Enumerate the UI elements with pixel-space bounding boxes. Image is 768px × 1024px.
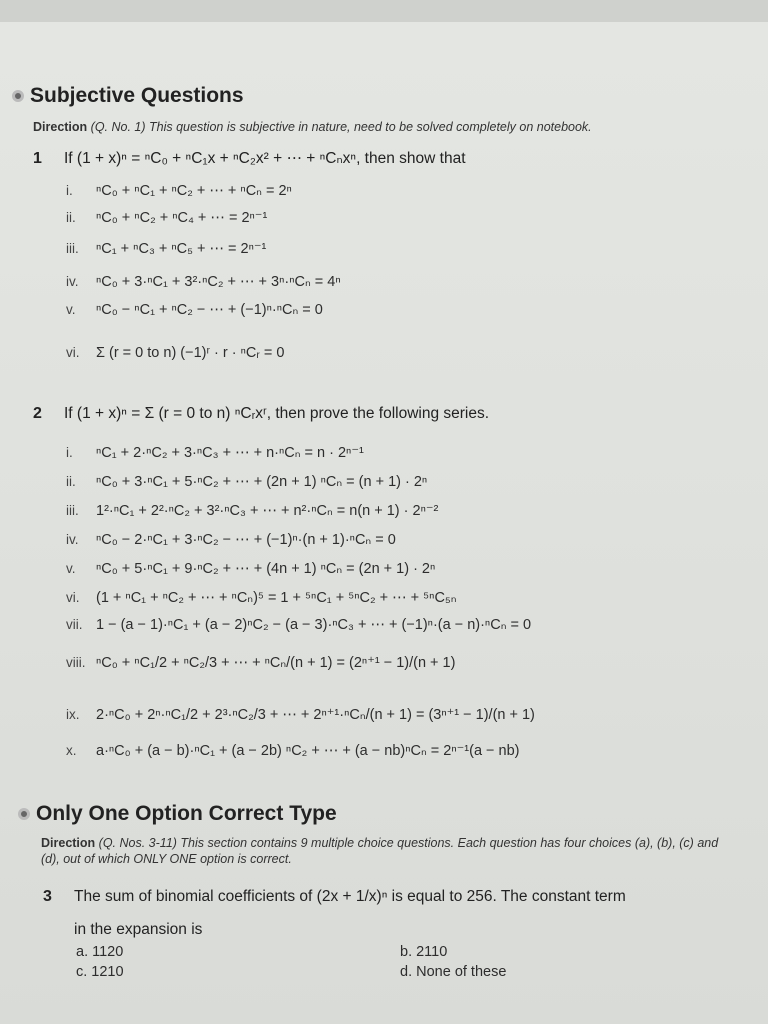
- question-number: 3: [43, 888, 52, 905]
- section-heading-single-option: [18, 802, 337, 826]
- list-item: i. ⁿC₁ + 2·ⁿC₂ + 3·ⁿC₃ + ⋯ + n·ⁿCₙ = n · 2ⁿ⁻¹: [66, 445, 364, 461]
- section-bullet-icon: [12, 90, 24, 102]
- list-item: i. ⁿC₀ + ⁿC₁ + ⁿC₂ + ⋯ + ⁿCₙ = 2ⁿ: [66, 183, 292, 199]
- option-d: d. None of these: [400, 964, 507, 980]
- option-a: a. 1120: [76, 944, 124, 960]
- option-c: c. 1210: [76, 964, 124, 980]
- direction-text: (Q. No. 1) This question is subjective in nature, need to be solved completely on notebook.: [90, 120, 592, 134]
- list-item: iii. ⁿC₁ + ⁿC₃ + ⁿC₅ + ⋯ = 2ⁿ⁻¹: [66, 241, 267, 257]
- question-stem-continuation: in the expansion is: [74, 921, 203, 938]
- list-item: ix. 2·ⁿC₀ + 2ⁿ·ⁿC₁/2 + 2³·ⁿC₂/3 + ⋯ + 2ⁿ⁺¹·ⁿCₙ/(n + 1) = (3ⁿ⁺¹ − 1)/(n + 1): [66, 707, 535, 723]
- direction-label: Direction: [33, 120, 88, 134]
- direction-text: (Q. Nos. 3-11) This section contains 9 multiple choice questions. Each question has four choices (a), (b), (c) and (d), out of which ONLY ONE option is correct.: [41, 836, 719, 866]
- list-item: v. ⁿC₀ + 5·ⁿC₁ + 9·ⁿC₂ + ⋯ + (4n + 1) ⁿCₙ = (2n + 1) · 2ⁿ: [66, 561, 436, 577]
- list-item: vi. (1 + ⁿC₁ + ⁿC₂ + ⋯ + ⁿCₙ)⁵ = 1 + ⁵ⁿC₁ + ⁵ⁿC₂ + ⋯ + ⁵ⁿC₅ₙ: [66, 590, 457, 606]
- list-item: vii. 1 − (a − 1)·ⁿC₁ + (a − 2)ⁿC₂ − (a − 3)·ⁿC₃ + ⋯ + (−1)ⁿ·(a − n)·ⁿCₙ = 0: [66, 617, 532, 633]
- list-item: x. a·ⁿC₀ + (a − b)·ⁿC₁ + (a − 2b) ⁿC₂ + ⋯ + (a − nb)ⁿCₙ = 2ⁿ⁻¹(a − nb): [66, 743, 520, 759]
- question-number: 1: [33, 150, 42, 167]
- list-item: iii. 1²·ⁿC₁ + 2²·ⁿC₂ + 3²·ⁿC₃ + ⋯ + n²·ⁿCₙ = n(n + 1) · 2ⁿ⁻²: [66, 503, 439, 519]
- textbook-page: [0, 22, 768, 1024]
- section-title: Subjective Questions: [30, 84, 244, 107]
- list-item: iv. ⁿC₀ − 2·ⁿC₁ + 3·ⁿC₂ − ⋯ + (−1)ⁿ·(n + 1)·ⁿCₙ = 0: [66, 532, 396, 548]
- section-bullet-icon: [18, 808, 30, 820]
- section-direction: [33, 119, 753, 135]
- list-item: viii. ⁿC₀ + ⁿC₁/2 + ⁿC₂/3 + ⋯ + ⁿCₙ/(n + 1) = (2ⁿ⁺¹ − 1)/(n + 1): [66, 655, 456, 671]
- question-stem: If (1 + x)ⁿ = Σ (r = 0 to n) ⁿCᵣxʳ, then prove the following series.: [64, 405, 490, 422]
- section-heading-subjective: [12, 84, 244, 108]
- section-title: Only One Option Correct Type: [36, 802, 337, 825]
- list-item: vi. Σ (r = 0 to n) (−1)ʳ · r · ⁿCᵣ = 0: [66, 345, 285, 361]
- question-stem: If (1 + x)ⁿ = ⁿC₀ + ⁿC₁x + ⁿC₂x² + ⋯ + ⁿCₙxⁿ, then show that: [64, 150, 466, 167]
- direction-label: Direction: [41, 836, 96, 850]
- list-item: v. ⁿC₀ − ⁿC₁ + ⁿC₂ − ⋯ + (−1)ⁿ·ⁿCₙ = 0: [66, 302, 323, 318]
- list-item: ii. ⁿC₀ + 3·ⁿC₁ + 5·ⁿC₂ + ⋯ + (2n + 1) ⁿCₙ = (n + 1) · 2ⁿ: [66, 474, 428, 490]
- section-direction: [41, 835, 731, 867]
- list-item: iv. ⁿC₀ + 3·ⁿC₁ + 3²·ⁿC₂ + ⋯ + 3ⁿ·ⁿCₙ = 4ⁿ: [66, 274, 341, 290]
- option-b: b. 2110: [400, 944, 448, 960]
- question-stem: The sum of binomial coefficients of (2x + 1/x)ⁿ is equal to 256. The constant term: [74, 888, 626, 905]
- question-number: 2: [33, 405, 42, 422]
- list-item: ii. ⁿC₀ + ⁿC₂ + ⁿC₄ + ⋯ = 2ⁿ⁻¹: [66, 210, 268, 226]
